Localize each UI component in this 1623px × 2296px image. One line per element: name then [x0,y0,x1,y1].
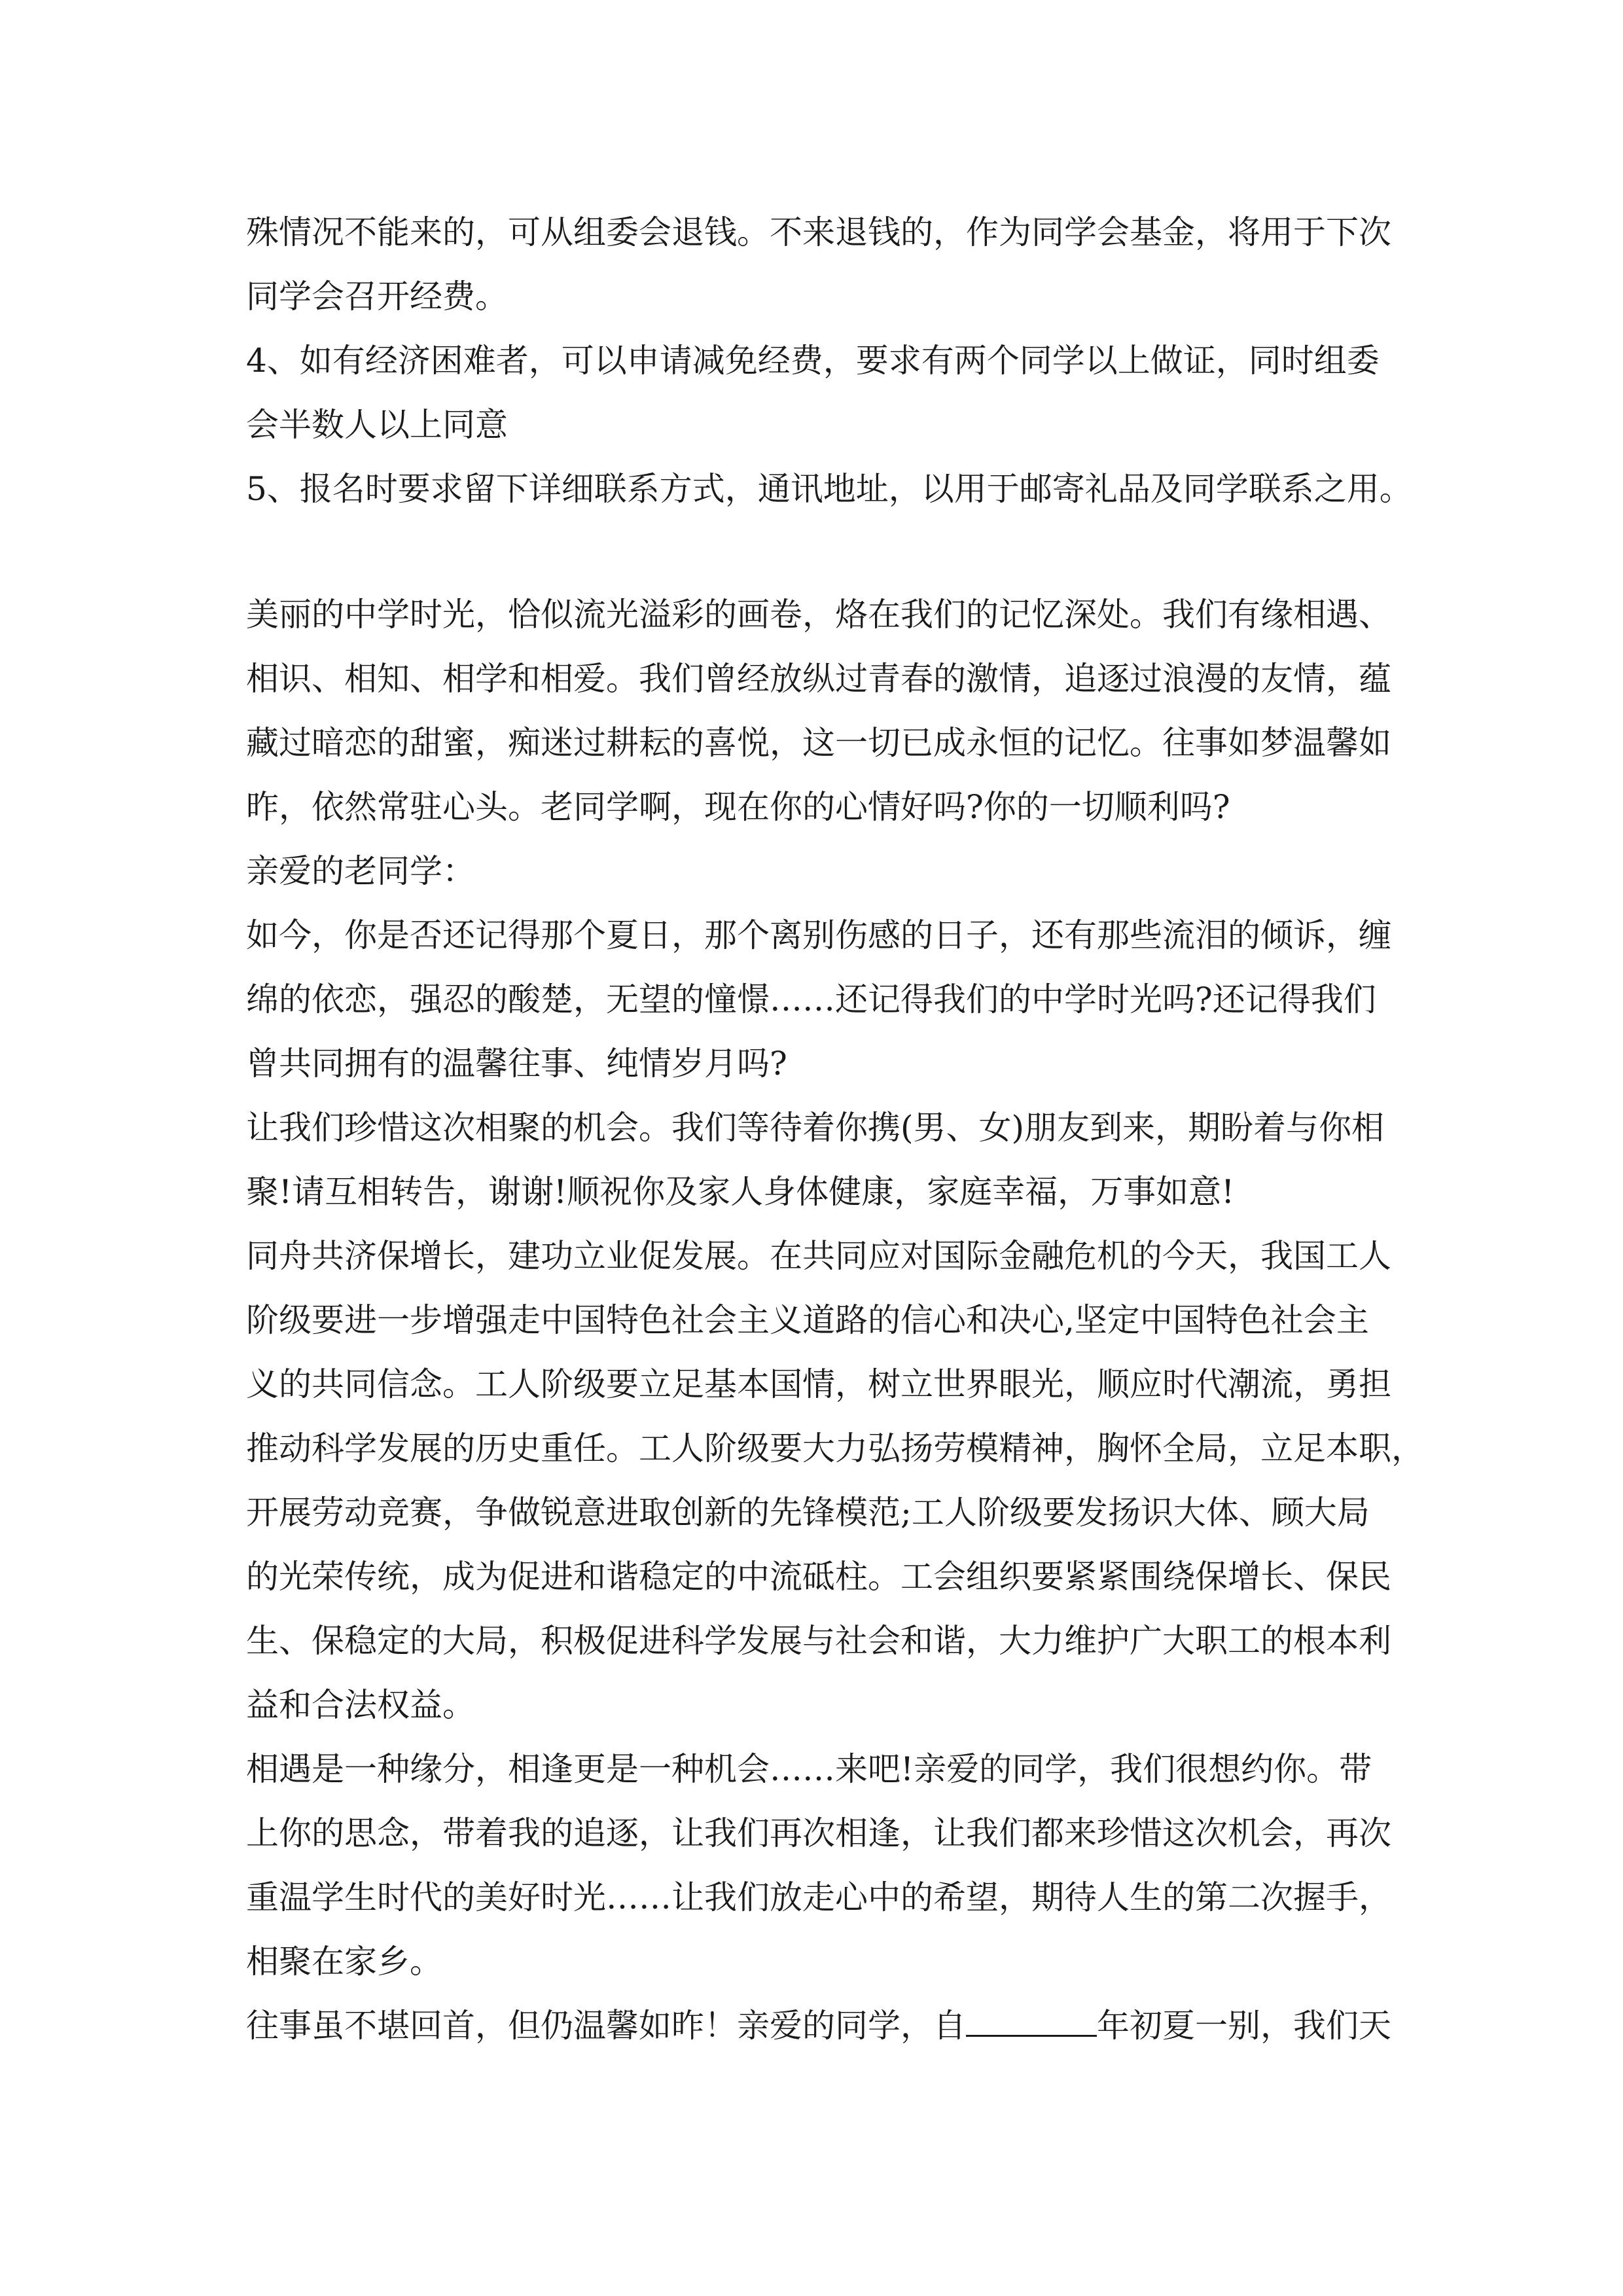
paragraph-line: 会半数人以上同意 [246,406,508,444]
line-text-before-blank: 往事虽不堪回首，但仍温馨如昨！亲爱的同学，自 [246,2007,966,2045]
paragraph-line: 如今，你是否还记得那个夏日，那个离别伤感的日子，还有那些流泪的倾诉，缠 [246,916,1391,954]
line-text-after-blank: 年初夏一别，我们天 [1097,2007,1391,2045]
paragraph-line: 藏过暗恋的甜蜜，痴迷过耕耘的喜悦，这一切已成永恒的记忆。往事如梦温馨如 [246,724,1391,762]
paragraph-line: 4、如有经济困难者，可以申请减免经费，要求有两个同学以上做证，同时组委 [246,342,1380,380]
paragraph-line: 让我们珍惜这次相聚的机会。我们等待着你携(男、女)朋友到来，期盼着与你相 [246,1109,1385,1147]
paragraph-line: 同舟共济保增长，建功立业促发展。在共同应对国际金融危机的今天，我国工人 [246,1237,1391,1275]
paragraph-line: 上你的思念，带着我的追逐，让我们再次相逢，让我们都来珍惜这次机会，再次 [246,1814,1391,1852]
paragraph-line: 益和合法权益。 [246,1686,475,1724]
paragraph-line: 相识、相知、相学和相爱。我们曾经放纵过青春的激情，追逐过浪漫的友情，蕴 [246,660,1391,698]
paragraph-line: 开展劳动竞赛，争做锐意进取创新的先锋模范;工人阶级要发扬识大体、顾大局 [246,1494,1370,1532]
paragraph-line: 曾共同拥有的温馨往事、纯情岁月吗? [246,1045,787,1083]
text-section-invitation-letter [246,583,1424,2058]
paragraph-line: 的光荣传统，成为促进和谐稳定的中流砥柱。工会组织要紧紧围绕保增长、保民 [246,1558,1391,1596]
paragraph-line: 绵的依恋，强忍的酸楚，无望的憧憬……还记得我们的中学时光吗?还记得我们 [246,980,1376,1018]
salutation-line: 亲爱的老同学： [246,852,475,890]
fill-in-blank-underline [966,2006,1097,2037]
paragraph-line: 5、报名时要求留下详细联系方式，通讯地址，以用于邮寄礼品及同学联系之用。 [246,470,1412,508]
paragraph-line: 美丽的中学时光，恰似流光溢彩的画卷，烙在我们的记忆深处。我们有缘相遇、 [246,596,1391,634]
paragraph-line: 生、保稳定的大局，积极促进科学发展与社会和谐，大力维护广大职工的根本利 [246,1622,1391,1660]
paragraph-line: 阶级要进一步增强走中国特色社会主义道路的信心和决心,坚定中国特色社会主 [246,1301,1369,1339]
paragraph-line: 殊情况不能来的，可从组委会退钱。不来退钱的，作为同学会基金，将用于下次 [246,213,1391,251]
paragraph-line: 推动科学发展的历史重任。工人阶级要大力弘扬劳模精神，胸怀全局，立足本职， [246,1429,1424,1467]
paragraph-line: 昨，依然常驻心头。老同学啊，现在你的心情好吗?你的一切顺利吗? [246,788,1230,826]
paragraph-line: 同学会召开经费。 [246,278,508,315]
paragraph-line: 相遇是一种缘分，相逢更是一种机会……来吧!亲爱的同学，我们很想约你。带 [246,1750,1372,1788]
paragraph-line: 聚!请互相转告，谢谢!顺祝你及家人身体健康，家庭幸福，万事如意! [246,1173,1235,1211]
paragraph-line: 重温学生时代的美好时光……让我们放走心中的希望，期待人生的第二次握手， [246,1878,1391,1916]
paragraph-line: 义的共同信念。工人阶级要立足基本国情，树立世界眼光，顺应时代潮流，勇担 [246,1365,1391,1403]
text-section-registration-notes [246,200,1412,521]
paragraph-line-with-blank [246,1994,1398,2058]
paragraph-line: 相聚在家乡。 [246,1943,442,1981]
